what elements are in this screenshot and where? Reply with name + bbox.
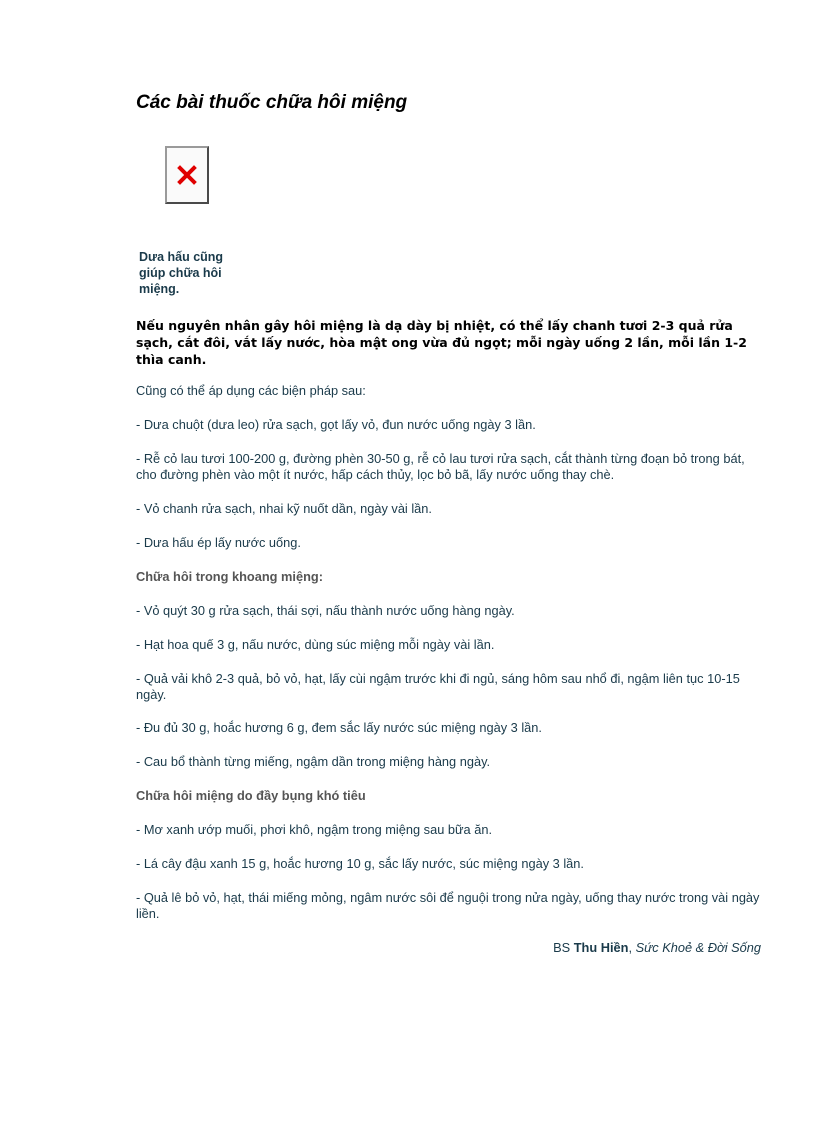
section-heading: Chữa hôi trong khoang miệng: [136,569,323,584]
remedy-item: - Hạt hoa quế 3 g, nấu nước, dùng súc miệng mỗi ngày vài lần. [136,637,495,652]
signature-prefix: BS [553,940,574,955]
signature [553,940,761,955]
remedy-item: - Rễ cỏ lau tươi 100-200 g, đường phèn 30-50 g, rễ cỏ lau tươi rửa sạch, cắt thành từng đoạn bỏ trong bát, cho đường phèn vào một ít nước, hấp cách thủy, lọc bỏ bã, lấy nước uống thay chè. [136,451,745,482]
signature-separator: , [628,940,636,955]
remedy-item: - Lá cây đậu xanh 15 g, hoắc hương 10 g, sắc lấy nước, súc miệng ngày 3 lần. [136,856,584,871]
remedy-item: - Mơ xanh ướp muối, phơi khô, ngậm trong miệng sau bữa ăn. [136,822,493,837]
lead-paragraph: Nếu nguyên nhân gây hôi miệng là dạ dày bị nhiệt, có thể lấy chanh tươi 2-3 quả rửa sạch, cắt đôi, vắt lấy nước, hòa mật ong vừa đủ ngọt; mỗi ngày uống 2 lần, mỗi lần 1-2 thìa canh. [136,318,747,367]
section-heading: Chữa hôi miệng do đầy bụng khó tiêu [136,788,366,803]
image-caption: Dưa hấu cũng giúp chữa hôi miệng. [139,250,224,296]
remedy-item: - Vỏ chanh rửa sạch, nhai kỹ nuốt dần, ngày vài lần. [136,501,432,516]
broken-image-icon [165,146,209,204]
remedy-item: - Quả vải khô 2-3 quả, bỏ vỏ, hạt, lấy cùi ngậm trước khi đi ngủ, sáng hôm sau nhổ đi, ngậm liên tục 10-15 ngày. [136,671,740,702]
intro-paragraph: Cũng có thể áp dụng các biện pháp sau: [136,383,366,398]
remedy-item: - Dưa chuột (dưa leo) rửa sạch, gọt lấy vỏ, đun nước uống ngày 3 lần. [136,417,536,432]
remedy-item: - Vỏ quýt 30 g rửa sạch, thái sợi, nấu thành nước uống hàng ngày. [136,603,515,618]
article-title: Các bài thuốc chữa hôi miệng [136,92,408,113]
source-name: Sức Khoẻ & Đời Sống [635,940,761,955]
remedy-item: - Dưa hấu ép lấy nước uống. [136,535,301,550]
remedy-item: - Quả lê bỏ vỏ, hạt, thái miếng mỏng, ngâm nước sôi để nguội trong nửa ngày, uống thay nước trong vài ngày liền. [136,890,760,921]
remedy-item: - Cau bổ thành từng miếng, ngậm dần trong miệng hàng ngày. [136,754,491,769]
red-x-icon [176,164,198,186]
author-name: Thu Hiền [573,940,629,955]
remedy-item: - Đu đủ 30 g, hoắc hương 6 g, đem sắc lấy nước súc miệng ngày 3 lần. [136,720,542,735]
